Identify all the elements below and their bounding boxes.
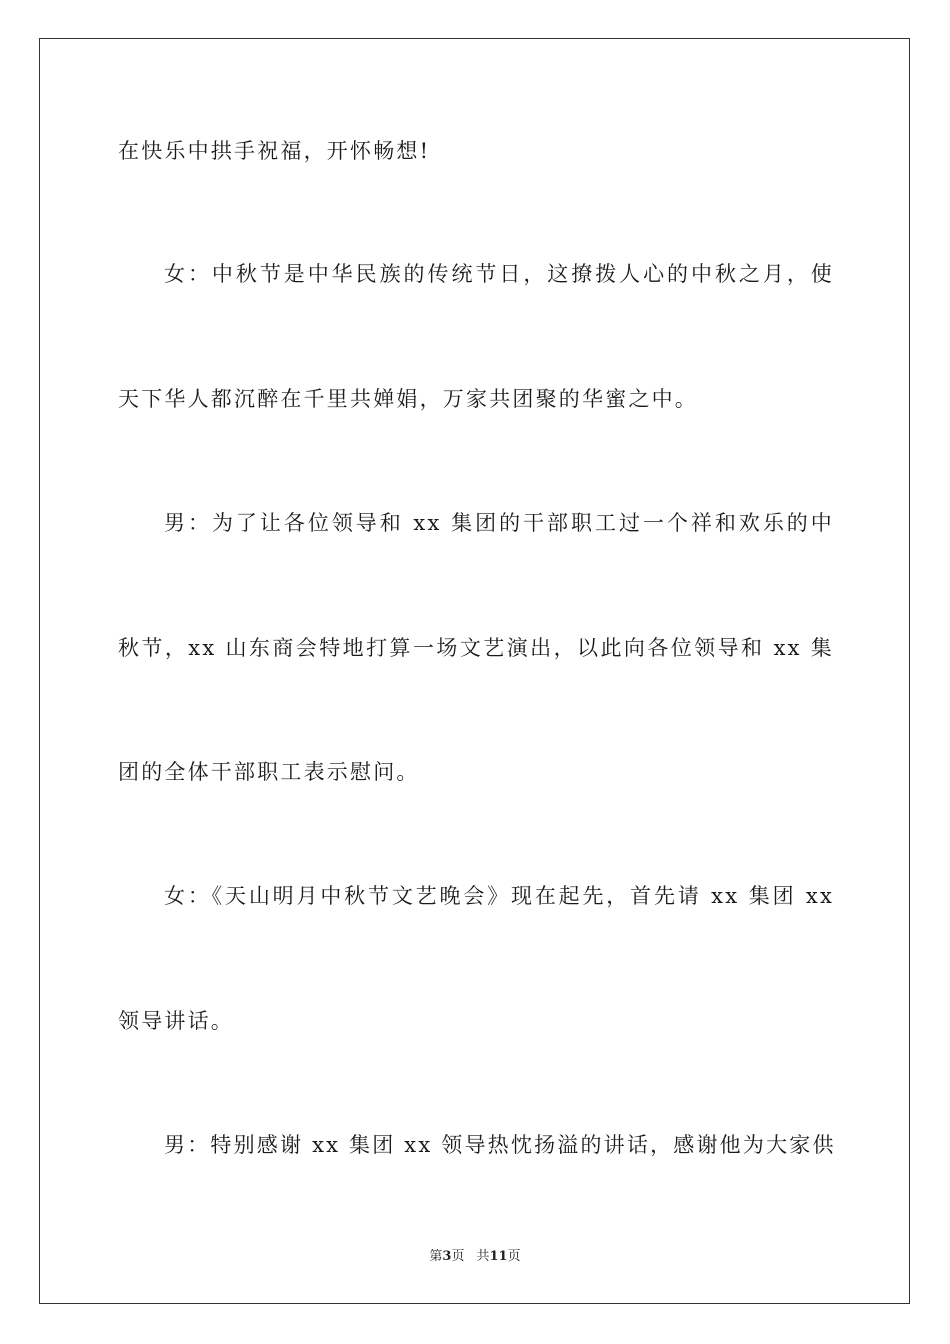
- paragraph-line: 团的全体干部职工表示慰问。: [118, 760, 420, 784]
- paragraph-line: 男：特别感谢 xx 集团 xx 领导热忱扬溢的讲话，感谢他为大家供: [164, 1133, 836, 1157]
- total-suffix: 页: [507, 1249, 521, 1264]
- total-prefix: 共: [476, 1249, 490, 1264]
- paragraph-line: 领导讲话。: [118, 1009, 234, 1033]
- paragraph-line: 男：为了让各位领导和 xx 集团的干部职工过一个祥和欢乐的中: [164, 511, 834, 535]
- page-suffix: 页: [451, 1249, 465, 1264]
- paragraph-line: 女：《天山明月中秋节文艺晚会》现在起先，首先请 xx 集团 xx: [164, 884, 834, 908]
- page-border: [39, 38, 910, 1304]
- paragraph-line: 女：中秋节是中华民族的传统节日，这撩拨人心的中秋之月，使: [164, 262, 834, 286]
- page-number: 3: [442, 1249, 452, 1264]
- page-footer: [0, 1248, 950, 1266]
- paragraph-line: 秋节，xx 山东商会特地打算一场文艺演出，以此向各位领导和 xx 集: [118, 636, 834, 660]
- page-prefix: 第: [429, 1249, 443, 1264]
- paragraph-line: 天下华人都沉醉在千里共婵娟，万家共团聚的华蜜之中。: [118, 387, 698, 411]
- total-pages: 11: [489, 1249, 508, 1264]
- paragraph-line: 在快乐中拱手祝福，开怀畅想!: [118, 139, 431, 163]
